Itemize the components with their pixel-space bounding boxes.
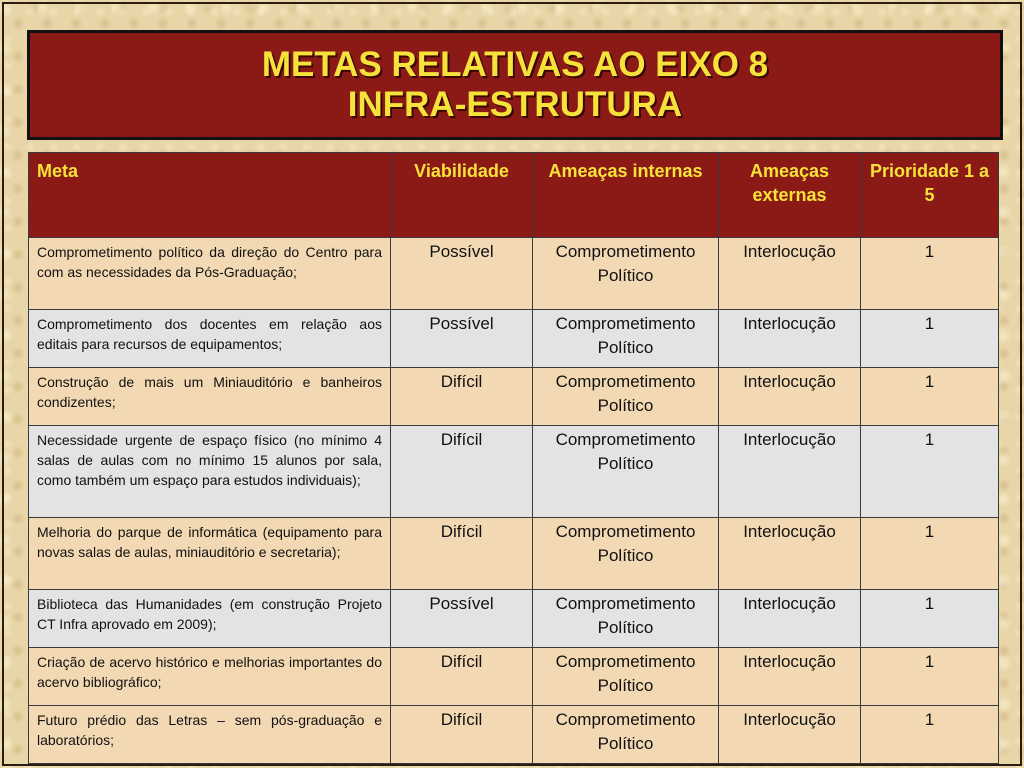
ameacas-externas-cell: Interlocução — [719, 426, 861, 518]
table-row — [29, 426, 999, 518]
table-row — [29, 706, 999, 764]
header-prioridade: Prioridade 1 a 5 — [861, 153, 999, 238]
meta-cell: Comprometimento político da direção do Centro para com as necessidades da Pós-Graduação; — [29, 238, 391, 310]
meta-cell: Necessidade urgente de espaço físico (no mínimo 4 salas de aulas com no mínimo 15 alunos por sala, como também um espaço para estudos individuais); — [29, 426, 391, 518]
viabilidade-cell: Possível — [391, 310, 533, 368]
ameacas-externas-cell: Interlocução — [719, 368, 861, 426]
prioridade-cell: 1 — [861, 518, 999, 590]
meta-cell: Construção de mais um Miniauditório e banheiros condizentes; — [29, 368, 391, 426]
meta-cell: Criação de acervo histórico e melhorias importantes do acervo bibliográfico; — [29, 648, 391, 706]
meta-cell: Comprometimento dos docentes em relação aos editais para recursos de equipamentos; — [29, 310, 391, 368]
ameacas-externas-cell: Interlocução — [719, 518, 861, 590]
prioridade-cell: 1 — [861, 368, 999, 426]
ameacas-internas-cell: Comprometimento Político — [533, 368, 719, 426]
prioridade-cell: 1 — [861, 310, 999, 368]
ameacas-externas-cell: Interlocução — [719, 706, 861, 764]
meta-cell: Futuro prédio das Letras – sem pós-graduação e laboratórios; — [29, 706, 391, 764]
ameacas-internas-cell: Comprometimento Político — [533, 518, 719, 590]
table-row — [29, 518, 999, 590]
prioridade-cell: 1 — [861, 426, 999, 518]
ameacas-internas-cell: Comprometimento Político — [533, 426, 719, 518]
ameacas-internas-cell: Comprometimento Político — [533, 648, 719, 706]
table-row — [29, 590, 999, 648]
viabilidade-cell: Difícil — [391, 706, 533, 764]
meta-cell: Melhoria do parque de informática (equipamento para novas salas de aulas, miniauditório e secretaria); — [29, 518, 391, 590]
viabilidade-cell: Possível — [391, 590, 533, 648]
ameacas-internas-cell: Comprometimento Político — [533, 590, 719, 648]
title-banner — [27, 30, 1003, 140]
ameacas-externas-cell: Interlocução — [719, 648, 861, 706]
viabilidade-cell: Possível — [391, 238, 533, 310]
ameacas-internas-cell: Comprometimento Político — [533, 310, 719, 368]
prioridade-cell: 1 — [861, 648, 999, 706]
ameacas-internas-cell: Comprometimento Político — [533, 706, 719, 764]
goals-table — [28, 152, 999, 764]
header-ameacas-externas: Ameaças externas — [719, 153, 861, 238]
header-ameacas-internas: Ameaças internas — [533, 153, 719, 238]
prioridade-cell: 1 — [861, 590, 999, 648]
prioridade-cell: 1 — [861, 238, 999, 310]
viabilidade-cell: Difícil — [391, 426, 533, 518]
meta-cell: Biblioteca das Humanidades (em construção Projeto CT Infra aprovado em 2009); — [29, 590, 391, 648]
slide-title-line-1: METAS RELATIVAS AO EIXO 8 — [261, 45, 769, 84]
header-viabilidade: Viabilidade — [391, 153, 533, 238]
prioridade-cell: 1 — [861, 706, 999, 764]
slide-title-line-2: INFRA-ESTRUTURA — [347, 85, 683, 124]
table-row — [29, 238, 999, 310]
table-row — [29, 648, 999, 706]
viabilidade-cell: Difícil — [391, 368, 533, 426]
header-meta: Meta — [29, 153, 391, 238]
header-row — [29, 153, 999, 238]
table-row — [29, 310, 999, 368]
viabilidade-cell: Difícil — [391, 648, 533, 706]
ameacas-externas-cell: Interlocução — [719, 238, 861, 310]
table-row — [29, 368, 999, 426]
ameacas-internas-cell: Comprometimento Político — [533, 238, 719, 310]
viabilidade-cell: Difícil — [391, 518, 533, 590]
ameacas-externas-cell: Interlocução — [719, 590, 861, 648]
ameacas-externas-cell: Interlocução — [719, 310, 861, 368]
